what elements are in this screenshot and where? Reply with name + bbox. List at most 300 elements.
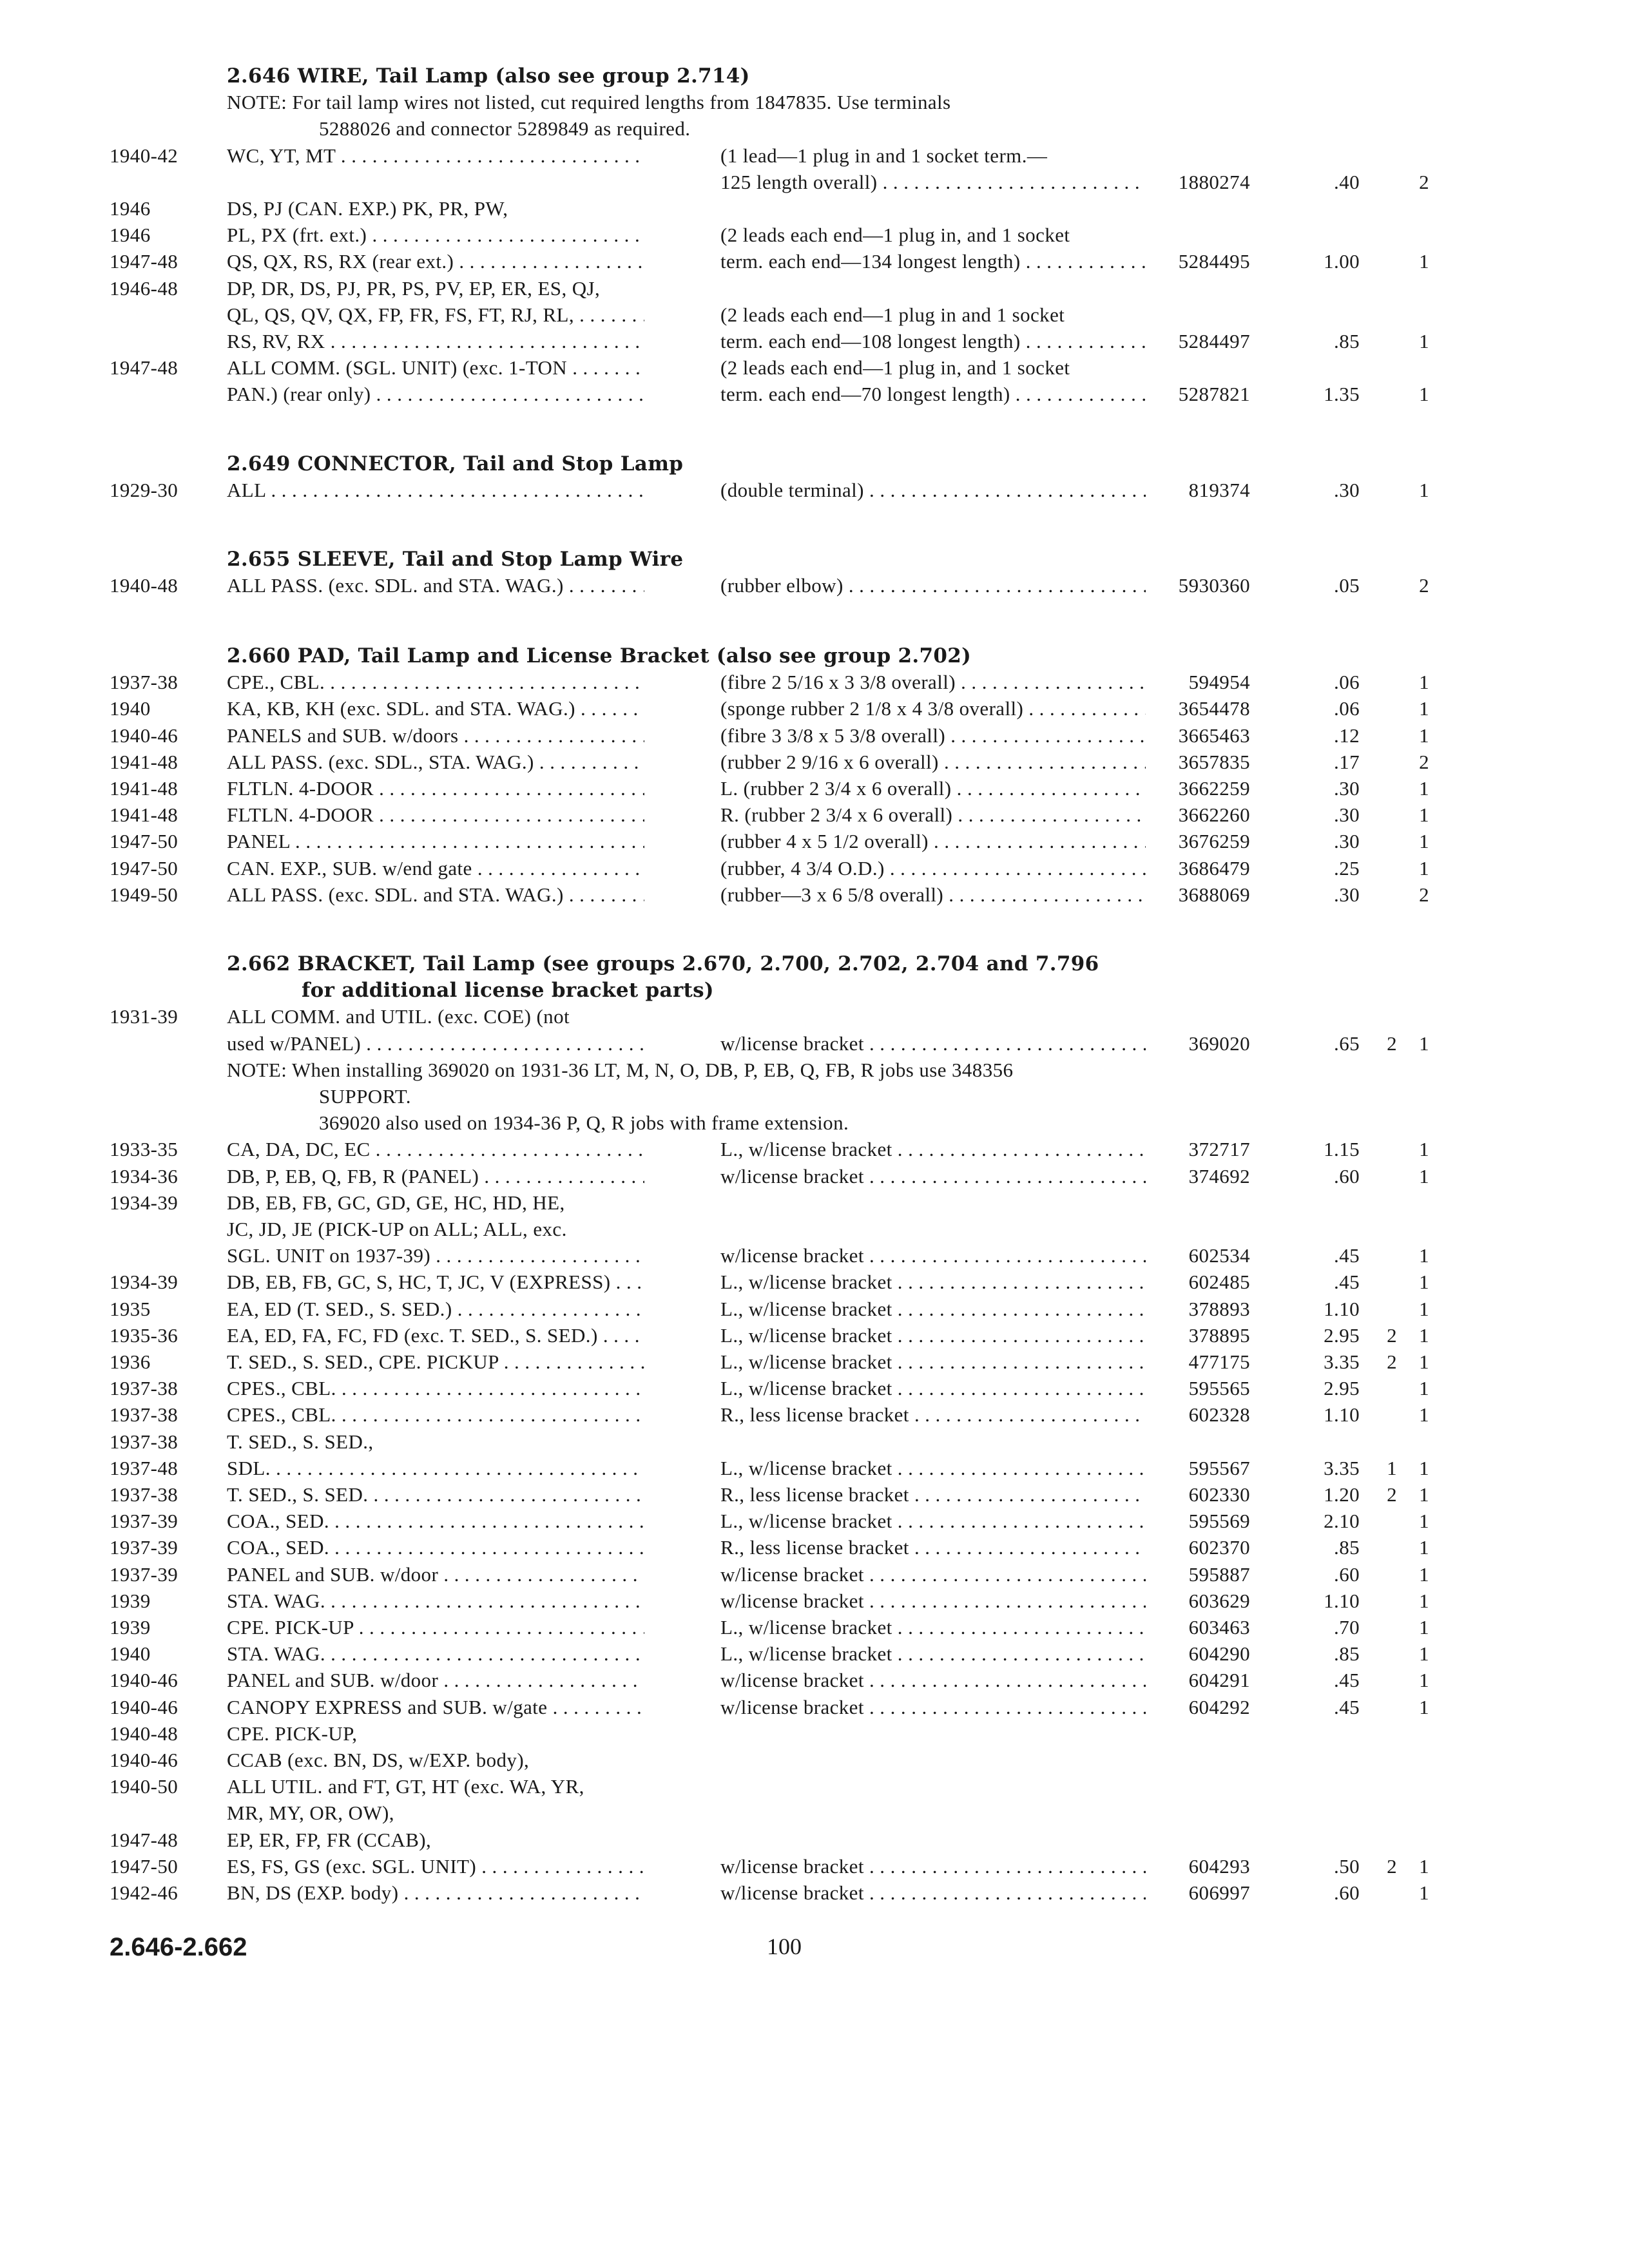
qty-cell-b-text: 1 xyxy=(1419,1244,1429,1267)
year-cell-text: 1934-39 xyxy=(110,1271,178,1294)
description-cell xyxy=(720,697,1146,720)
qty-cell-b xyxy=(1403,1457,1429,1480)
description-cell xyxy=(720,1350,1146,1374)
model-cell-text: CANOPY EXPRESS and SUB. w/gate xyxy=(227,1695,548,1718)
description-cell xyxy=(720,857,1146,880)
part-number-cell xyxy=(1157,724,1250,747)
qty-cell-a-text: 2 xyxy=(1387,1854,1397,1878)
model-cell-text: ALL UTIL. and FT, GT, HT (exc. WA, YR, xyxy=(227,1775,584,1798)
part-number-cell xyxy=(1157,1298,1250,1321)
qty-cell-a xyxy=(1371,1032,1397,1055)
model-cell-text: FLTLN. 4-DOOR xyxy=(227,803,374,827)
model-cell xyxy=(227,1005,644,1028)
description-cell-text: w/license bracket xyxy=(720,1695,864,1718)
dot-leader xyxy=(371,383,644,405)
price-cell xyxy=(1289,830,1360,853)
model-cell-text: CCAB (exc. BN, DS, w/EXP. body), xyxy=(227,1749,530,1771)
description-cell-text: L., w/license bracket xyxy=(720,1510,892,1533)
qty-cell-b-text: 2 xyxy=(1419,750,1429,773)
model-cell-text: EA, ED (T. SED., S. SED.) xyxy=(227,1297,452,1320)
year-cell-text: 1937-39 xyxy=(110,1536,178,1559)
table-row xyxy=(0,1563,1629,1590)
dot-leader xyxy=(371,1138,644,1160)
dot-leader xyxy=(472,857,644,879)
part-number-cell xyxy=(1157,574,1250,597)
description-cell xyxy=(720,1590,1146,1613)
section-title: 2.649 CONNECTOR, Tail and Stop Lamp xyxy=(227,452,684,476)
year-cell xyxy=(110,277,219,300)
model-cell xyxy=(227,1616,644,1639)
qty-cell-b-text: 1 xyxy=(1419,1271,1429,1294)
qty-cell-b-text: 1 xyxy=(1419,1483,1429,1506)
price-cell xyxy=(1289,1271,1360,1294)
description-cell-text: (rubber, 4 3/4 O.D.) xyxy=(720,856,885,879)
section-range: 2.646-2.662 xyxy=(110,1933,247,1961)
description-cell-text: w/license bracket xyxy=(720,1562,864,1586)
qty-cell-b xyxy=(1403,330,1429,353)
year-cell-text: 1946 xyxy=(110,197,151,220)
year-cell-text: 1933-35 xyxy=(110,1138,178,1161)
model-cell-text: CA, DA, DC, EC xyxy=(227,1138,371,1161)
dot-leader xyxy=(843,574,1146,597)
description-cell xyxy=(720,777,1146,800)
part-number-cell-text: 3686479 xyxy=(1178,856,1250,879)
year-cell-text: 1940-46 xyxy=(110,724,178,747)
qty-cell-b xyxy=(1403,1669,1429,1692)
model-cell-text: PANEL and SUB. w/door xyxy=(227,1669,439,1692)
year-cell-text: 1937-39 xyxy=(110,1510,178,1533)
year-cell xyxy=(110,1722,219,1745)
table-row xyxy=(0,1881,1629,1908)
section-title: 2.662 BRACKET, Tail Lamp (see groups 2.670, 2.700, 2.702, 2.704 and 7.796 xyxy=(227,952,1099,975)
model-cell xyxy=(227,574,644,597)
model-cell-text: QL, QS, QV, QX, FP, FR, FS, FT, RJ, RL, xyxy=(227,303,575,326)
qty-cell-b-text: 1 xyxy=(1419,1642,1429,1666)
year-cell xyxy=(110,1457,219,1480)
table-row xyxy=(0,1298,1629,1325)
description-cell-text: (1 lead—1 plug in and 1 socket term.— xyxy=(720,144,1048,167)
part-number-cell xyxy=(1157,1696,1250,1719)
dot-leader xyxy=(864,1590,1146,1612)
qty-cell-b-text: 1 xyxy=(1419,383,1429,406)
price-cell xyxy=(1289,1642,1360,1666)
description-cell xyxy=(720,1483,1146,1506)
model-cell-text: CPE., CBL. xyxy=(227,671,325,694)
description-cell xyxy=(720,1244,1146,1267)
model-cell xyxy=(227,777,644,800)
year-cell xyxy=(110,1324,219,1347)
price-cell-text: .45 xyxy=(1334,1669,1360,1692)
part-number-cell-text: 3662259 xyxy=(1178,777,1250,800)
part-number-cell xyxy=(1157,883,1250,907)
qty-cell-a xyxy=(1371,1324,1397,1347)
row-note: NOTE: When installing 369020 on 1931-36 LT, M, N, O, DB, P, EB, Q, FB, R jobs use 348356 xyxy=(227,1058,1014,1081)
year-cell xyxy=(110,224,219,247)
qty-cell-b xyxy=(1403,1377,1429,1400)
qty-cell-b-text: 1 xyxy=(1419,1032,1429,1055)
price-cell-text: .05 xyxy=(1334,574,1360,597)
price-cell-text: .45 xyxy=(1334,1244,1360,1267)
model-cell xyxy=(227,1749,644,1772)
part-number-cell-text: 374692 xyxy=(1188,1164,1250,1187)
year-cell-text: 1940-48 xyxy=(110,574,178,597)
model-cell xyxy=(227,1696,644,1719)
qty-cell-b xyxy=(1403,1483,1429,1506)
description-cell xyxy=(720,724,1146,747)
model-cell-text: KA, KB, KH (exc. SDL. and STA. WAG.) xyxy=(227,697,575,720)
description-cell-text: L. (rubber 2 3/4 x 6 overall) xyxy=(720,777,952,800)
year-cell xyxy=(110,697,219,720)
qty-cell-b xyxy=(1403,1271,1429,1294)
part-number-cell-text: 594954 xyxy=(1188,671,1250,694)
qty-cell-b xyxy=(1403,1138,1429,1161)
table-row xyxy=(0,277,1629,304)
dot-leader xyxy=(336,144,644,167)
qty-cell-a xyxy=(1371,1855,1397,1878)
dot-leader xyxy=(476,1855,644,1878)
price-cell xyxy=(1289,1669,1360,1692)
part-number-cell xyxy=(1157,1590,1250,1613)
qty-cell-b-text: 1 xyxy=(1419,1138,1429,1161)
price-cell-text: .30 xyxy=(1334,777,1360,800)
part-number-cell xyxy=(1157,330,1250,353)
part-number-cell xyxy=(1157,1669,1250,1692)
part-number-cell-text: 603463 xyxy=(1188,1616,1250,1639)
year-cell xyxy=(110,1350,219,1374)
description-cell-text: R., less license bracket xyxy=(720,1403,909,1427)
dot-leader xyxy=(892,1350,1146,1373)
dot-leader xyxy=(374,777,644,800)
description-cell-text: term. each end—108 longest length) xyxy=(720,330,1021,352)
price-cell xyxy=(1289,1696,1360,1719)
price-cell xyxy=(1289,883,1360,907)
table-row xyxy=(0,1855,1629,1882)
table-row xyxy=(0,1138,1629,1165)
table-row xyxy=(0,1510,1629,1537)
dot-leader xyxy=(564,574,644,597)
year-cell-text: 1934-39 xyxy=(110,1191,178,1214)
model-cell xyxy=(227,1138,644,1161)
description-cell-text: term. each end—134 longest length) xyxy=(720,250,1021,273)
description-cell-text: L., w/license bracket xyxy=(720,1323,892,1347)
price-cell-text: .65 xyxy=(1334,1032,1360,1055)
model-cell-text: DS, PJ (CAN. EXP.) PK, PR, PW, xyxy=(227,197,508,220)
qty-cell-a-text: 2 xyxy=(1387,1350,1397,1373)
model-cell xyxy=(227,1430,644,1454)
year-cell-text: 1940 xyxy=(110,697,151,720)
model-cell-text: COA., SED. xyxy=(227,1536,330,1559)
dot-leader xyxy=(367,224,644,246)
model-cell-text: QS, QX, RS, RX (rear ext.) xyxy=(227,250,454,273)
description-cell-text: w/license bracket xyxy=(720,1881,864,1904)
price-cell-text: .40 xyxy=(1334,170,1360,193)
model-cell-text: CPE. PICK-UP, xyxy=(227,1722,358,1745)
price-cell-text: 1.10 xyxy=(1324,1589,1360,1612)
description-cell-text: L., w/license bracket xyxy=(720,1297,892,1320)
description-cell xyxy=(720,1563,1146,1586)
dot-leader xyxy=(1010,383,1146,405)
table-row xyxy=(0,1191,1629,1218)
part-number-cell xyxy=(1157,171,1250,194)
year-cell xyxy=(110,1749,219,1772)
dot-leader xyxy=(575,697,644,720)
year-cell-text: 1937-38 xyxy=(110,1377,178,1400)
description-cell xyxy=(720,1536,1146,1559)
description-cell-text: w/license bracket xyxy=(720,1854,864,1878)
part-number-cell xyxy=(1157,1563,1250,1586)
qty-cell-b xyxy=(1403,1536,1429,1559)
dot-leader xyxy=(892,1298,1146,1320)
description-cell xyxy=(720,479,1146,502)
model-cell-text: MR, MY, OR, OW), xyxy=(227,1802,394,1825)
price-cell-text: .12 xyxy=(1334,724,1360,747)
model-cell-text: FLTLN. 4-DOOR xyxy=(227,777,374,800)
dot-leader xyxy=(864,1244,1146,1267)
description-cell xyxy=(720,250,1146,273)
qty-cell-b xyxy=(1403,1244,1429,1267)
qty-cell-b xyxy=(1403,479,1429,502)
model-cell xyxy=(227,1669,644,1692)
description-cell-text: L., w/license bracket xyxy=(720,1350,892,1373)
model-cell xyxy=(227,1457,644,1480)
price-cell-text: .45 xyxy=(1334,1271,1360,1294)
qty-cell-b xyxy=(1403,1642,1429,1666)
qty-cell-b-text: 1 xyxy=(1419,856,1429,879)
dot-leader xyxy=(325,1590,644,1612)
part-number-cell xyxy=(1157,857,1250,880)
table-row xyxy=(0,1749,1629,1776)
price-cell xyxy=(1289,250,1360,273)
description-cell-text: term. each end—70 longest length) xyxy=(720,383,1010,406)
part-number-cell-text: 819374 xyxy=(1188,479,1250,502)
year-cell xyxy=(110,1775,219,1798)
price-cell xyxy=(1289,1536,1360,1559)
year-cell-text: 1940-46 xyxy=(110,1695,178,1718)
table-row xyxy=(0,356,1629,383)
year-cell xyxy=(110,883,219,907)
qty-cell-b xyxy=(1403,883,1429,907)
price-cell-text: .30 xyxy=(1334,803,1360,827)
year-cell xyxy=(110,1165,219,1188)
table-row xyxy=(0,1802,1629,1829)
model-cell-text: CAN. EXP., SUB. w/end gate xyxy=(227,856,472,879)
qty-cell-b xyxy=(1403,751,1429,774)
dot-leader xyxy=(325,1642,644,1665)
description-cell-text: L., w/license bracket xyxy=(720,1271,892,1294)
qty-cell-b xyxy=(1403,777,1429,800)
year-cell-text: 1939 xyxy=(110,1589,151,1612)
part-number-cell-text: 595565 xyxy=(1188,1377,1250,1400)
part-number-cell-text: 595569 xyxy=(1188,1510,1250,1533)
model-cell xyxy=(227,1829,644,1852)
model-cell xyxy=(227,1244,644,1267)
qty-cell-b-text: 1 xyxy=(1419,1456,1429,1479)
dot-leader xyxy=(892,1271,1146,1293)
description-cell xyxy=(720,1138,1146,1161)
price-cell xyxy=(1289,1324,1360,1347)
price-cell xyxy=(1289,697,1360,720)
part-number-cell xyxy=(1157,1483,1250,1506)
table-row xyxy=(0,1616,1629,1643)
qty-cell-b xyxy=(1403,1324,1429,1347)
dot-leader xyxy=(877,171,1146,193)
year-cell-text: 1940-46 xyxy=(110,1669,178,1692)
part-number-cell-text: 604291 xyxy=(1188,1669,1250,1692)
model-cell-text: DB, EB, FB, GC, GD, GE, HC, HD, HE, xyxy=(227,1191,565,1214)
model-cell xyxy=(227,1855,644,1878)
description-cell-text: L., w/license bracket xyxy=(720,1377,892,1400)
price-cell-text: .60 xyxy=(1334,1881,1360,1904)
part-number-cell-text: 3662260 xyxy=(1178,803,1250,827)
year-cell xyxy=(110,1642,219,1666)
description-cell xyxy=(720,1616,1146,1639)
model-cell xyxy=(227,1403,644,1427)
year-cell-text: 1947-48 xyxy=(110,1828,178,1851)
table-row xyxy=(0,1271,1629,1298)
part-number-cell xyxy=(1157,1403,1250,1427)
model-cell xyxy=(227,197,644,220)
year-cell-text: 1946 xyxy=(110,224,151,247)
description-cell-text: (rubber 4 x 5 1/2 overall) xyxy=(720,830,929,853)
qty-cell-b-text: 1 xyxy=(1419,1164,1429,1187)
dot-leader xyxy=(271,1457,644,1479)
year-cell-text: 1949-50 xyxy=(110,883,178,906)
description-cell-text: L., w/license bracket xyxy=(720,1642,892,1666)
description-cell-text: w/license bracket xyxy=(720,1589,864,1612)
model-cell-text: PL, PX (frt. ext.) xyxy=(227,224,367,247)
qty-cell-b-text: 1 xyxy=(1419,1377,1429,1400)
model-cell xyxy=(227,1775,644,1798)
table-row xyxy=(0,751,1629,778)
qty-cell-b xyxy=(1403,857,1429,880)
description-cell xyxy=(720,330,1146,353)
model-cell xyxy=(227,724,644,747)
table-row xyxy=(0,803,1629,831)
model-cell-text: T. SED., S. SED., xyxy=(227,1430,374,1453)
qty-cell-a xyxy=(1371,1483,1397,1506)
part-number-cell xyxy=(1157,1032,1250,1055)
model-cell-text: ALL COMM. and UTIL. (exc. COE) (not xyxy=(227,1005,570,1028)
dot-leader xyxy=(909,1483,1146,1506)
qty-cell-b xyxy=(1403,1855,1429,1878)
part-number-cell-text: 5287821 xyxy=(1178,383,1250,406)
price-cell xyxy=(1289,857,1360,880)
model-cell-text: WC, YT, MT xyxy=(227,144,336,167)
price-cell-text: .30 xyxy=(1334,830,1360,853)
dot-leader xyxy=(864,479,1146,501)
qty-cell-b xyxy=(1403,830,1429,853)
year-cell-text: 1941-48 xyxy=(110,803,178,827)
dot-leader xyxy=(452,1298,644,1320)
description-cell xyxy=(720,1855,1146,1878)
part-number-cell xyxy=(1157,383,1250,406)
description-cell-text: L., w/license bracket xyxy=(720,1616,892,1639)
model-cell xyxy=(227,1298,644,1321)
year-cell xyxy=(110,671,219,694)
qty-cell-b-text: 1 xyxy=(1419,1562,1429,1586)
qty-cell-b-text: 1 xyxy=(1419,479,1429,502)
qty-cell-a-text: 2 xyxy=(1387,1032,1397,1055)
year-cell-text: 1937-38 xyxy=(110,1430,178,1453)
part-number-cell xyxy=(1157,671,1250,694)
part-number-cell xyxy=(1157,1855,1250,1878)
year-cell xyxy=(110,1881,219,1905)
qty-cell-a-text: 2 xyxy=(1387,1323,1397,1347)
model-cell xyxy=(227,1324,644,1347)
model-cell xyxy=(227,303,644,327)
price-cell-text: .06 xyxy=(1334,697,1360,720)
description-cell xyxy=(720,671,1146,694)
price-cell-text: .50 xyxy=(1334,1854,1360,1878)
model-cell xyxy=(227,1881,644,1905)
qty-cell-b-text: 1 xyxy=(1419,777,1429,800)
year-cell xyxy=(110,574,219,597)
part-number-cell-text: 602330 xyxy=(1188,1483,1250,1506)
price-cell xyxy=(1289,803,1360,827)
qty-cell-b xyxy=(1403,1590,1429,1613)
year-cell-text: 1946-48 xyxy=(110,276,178,300)
description-cell xyxy=(720,1298,1146,1321)
description-cell xyxy=(720,356,1146,380)
table-row xyxy=(0,1403,1629,1430)
table-row xyxy=(0,857,1629,884)
table-row xyxy=(0,1696,1629,1723)
dot-leader xyxy=(574,303,644,326)
price-cell xyxy=(1289,1138,1360,1161)
year-cell-text: 1937-38 xyxy=(110,1483,178,1506)
part-number-cell-text: 1880274 xyxy=(1178,170,1250,193)
year-cell-text: 1941-48 xyxy=(110,777,178,800)
dot-leader xyxy=(499,1350,644,1373)
dot-leader xyxy=(611,1271,644,1293)
table-row xyxy=(0,1377,1629,1404)
table-row xyxy=(0,1775,1629,1802)
price-cell xyxy=(1289,1855,1360,1878)
dot-leader xyxy=(892,1377,1146,1399)
model-cell xyxy=(227,1722,644,1745)
qty-cell-b-text: 1 xyxy=(1419,250,1429,273)
year-cell xyxy=(110,1590,219,1613)
part-number-cell-text: 3676259 xyxy=(1178,830,1250,853)
price-cell xyxy=(1289,1590,1360,1613)
dot-leader xyxy=(458,724,644,747)
table-row xyxy=(0,1324,1629,1351)
description-cell xyxy=(720,171,1146,194)
price-cell-text: .60 xyxy=(1334,1562,1360,1586)
part-number-cell xyxy=(1157,1457,1250,1480)
year-cell xyxy=(110,1829,219,1852)
model-cell xyxy=(227,1563,644,1586)
price-cell xyxy=(1289,383,1360,406)
description-cell-text: (fibre 3 3/8 x 5 3/8 overall) xyxy=(720,724,946,747)
part-number-cell-text: 604292 xyxy=(1188,1695,1250,1718)
part-number-cell xyxy=(1157,751,1250,774)
model-cell xyxy=(227,883,644,907)
model-cell xyxy=(227,277,644,300)
qty-cell-b-text: 1 xyxy=(1419,1881,1429,1904)
year-cell xyxy=(110,724,219,747)
dot-leader xyxy=(892,1616,1146,1639)
year-cell xyxy=(110,1271,219,1294)
dot-leader xyxy=(864,1032,1146,1055)
year-cell xyxy=(110,197,219,220)
year-cell-text: 1936 xyxy=(110,1350,151,1373)
year-cell-text: 1942-46 xyxy=(110,1881,178,1904)
year-cell-text: 1937-39 xyxy=(110,1562,178,1586)
qty-cell-b xyxy=(1403,724,1429,747)
dot-leader xyxy=(864,1563,1146,1586)
part-number-cell-text: 378893 xyxy=(1188,1297,1250,1320)
